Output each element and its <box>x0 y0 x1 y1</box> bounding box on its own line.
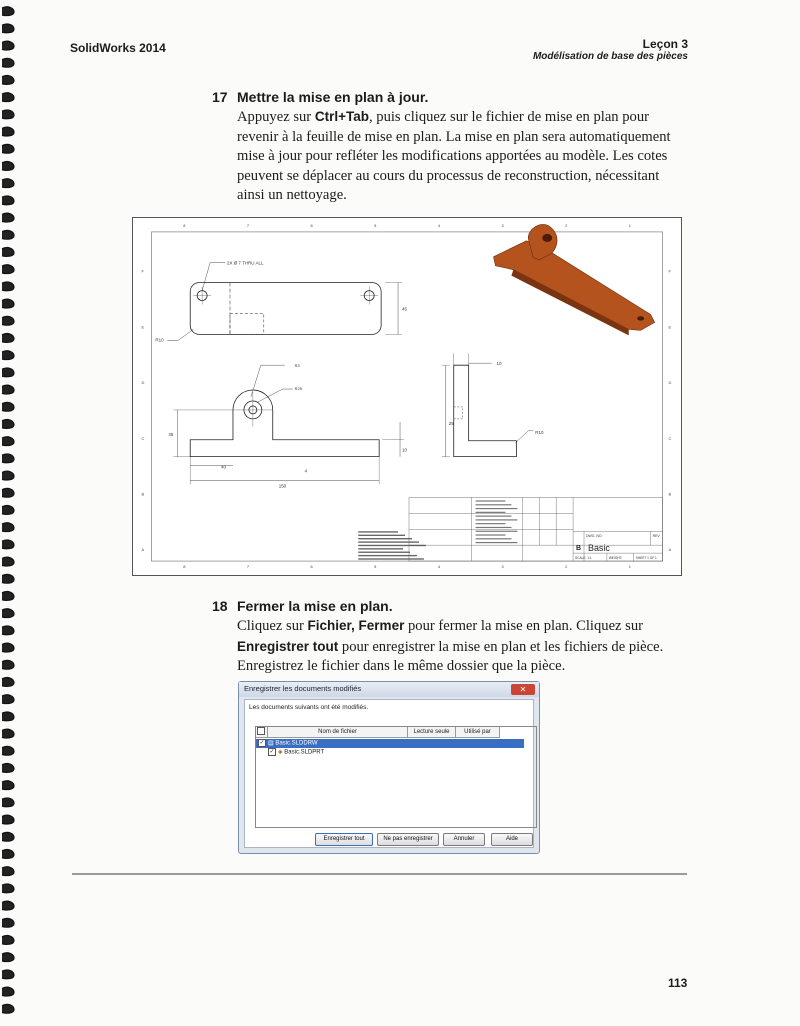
spiral-loop <box>2 712 14 721</box>
drawing-canvas <box>133 218 681 575</box>
header-lesson-subtitle: Modélisation de base des pièces <box>532 51 688 62</box>
step-title: Mettre la mise en plan à jour. <box>237 89 429 105</box>
spiral-loop <box>2 7 14 16</box>
column-header-filename[interactable]: Nom de fichier <box>268 727 408 738</box>
spiral-loop <box>2 334 14 343</box>
spiral-loop <box>2 385 14 394</box>
spiral-loop <box>2 660 14 669</box>
spiral-loop <box>2 24 14 33</box>
title-field-line <box>476 534 506 535</box>
zone-letter: A <box>668 547 672 553</box>
dim-r10: R10 <box>155 337 164 343</box>
spiral-loop <box>2 230 14 239</box>
zone-letter: B <box>141 491 145 497</box>
page-number: 113 <box>668 976 688 990</box>
weight-label: WEIGHT: <box>608 556 623 561</box>
note-line <box>358 538 412 539</box>
spiral-loop <box>2 592 14 601</box>
spiral-loop <box>2 832 14 841</box>
spiral-loop <box>2 936 14 945</box>
spiral-loop <box>2 540 14 549</box>
zone-number: 3 <box>501 564 504 570</box>
note-line <box>358 552 410 553</box>
dim-150: 150 <box>278 483 287 489</box>
isometric-part <box>494 224 655 335</box>
spiral-loop <box>2 729 14 738</box>
spiral-loop <box>2 695 14 704</box>
header-checkbox-icon <box>257 727 265 735</box>
header-chapter <box>533 37 688 62</box>
close-button[interactable]: ✕ <box>511 684 535 695</box>
spiral-loop <box>2 213 14 222</box>
spiral-loop <box>2 110 14 119</box>
spiral-loop <box>2 437 14 446</box>
dim-40: 40 <box>221 464 227 470</box>
rev-label: REV <box>652 534 660 539</box>
spiral-loop <box>2 798 14 807</box>
select-all-checkbox[interactable] <box>256 727 268 738</box>
dwg-no-label: DWG. NO. <box>585 534 603 539</box>
file-checkbox[interactable]: ✓ <box>269 749 275 755</box>
spiral-loop <box>2 506 14 515</box>
spiral-loop <box>2 41 14 50</box>
spiral-loop <box>2 248 14 257</box>
spiral-loop <box>2 1004 14 1013</box>
dim-r10-side: R10 <box>535 429 544 435</box>
front-view <box>173 365 404 484</box>
spiral-loop <box>2 815 14 824</box>
spiral-loop <box>2 574 14 583</box>
header-product: SolidWorks 2014 <box>70 41 166 55</box>
zone-letter: B <box>668 491 672 497</box>
hole-callout: 2X Ø 7 THRU ALL <box>227 260 264 266</box>
zone-number: 7 <box>246 564 250 570</box>
step-number: 17 <box>212 89 228 105</box>
spiral-loop <box>2 196 14 205</box>
title-field-line <box>476 500 506 501</box>
step-body <box>237 107 682 206</box>
file-row-part[interactable] <box>268 748 324 757</box>
zone-number: 6 <box>310 222 313 228</box>
zone-number: 4 <box>437 564 441 570</box>
spiral-loop <box>2 953 14 962</box>
zone-number: 6 <box>310 564 313 570</box>
spiral-loop <box>2 850 14 859</box>
step-18 <box>212 598 682 677</box>
spiral-loop <box>2 557 14 566</box>
header-lesson: Leçon 3 <box>642 37 688 51</box>
spiral-loop <box>2 901 14 910</box>
drawing-sheet <box>132 217 682 576</box>
zone-number: 3 <box>501 222 504 228</box>
dialog-message: Les documents suivants ont été modifiés. <box>249 704 369 711</box>
spiral-loop <box>2 351 14 360</box>
body-text: pour enregistrer la mise en plan et les fichiers de pièce. Enregistrez le fichier dans le même dossier que la pièce. <box>237 638 664 675</box>
zone-number: 5 <box>374 564 377 570</box>
zone-letter: D <box>668 380 672 386</box>
spiral-loop <box>2 299 14 308</box>
body-text: pour fermer la mise en plan. Cliquez sur <box>404 618 644 634</box>
spiral-loop <box>2 764 14 773</box>
top-view <box>167 260 402 341</box>
spiral-loop <box>2 867 14 876</box>
note-line <box>358 541 419 542</box>
zone-number: 1 <box>628 564 631 570</box>
spiral-loop <box>2 918 14 927</box>
spiral-binding <box>0 0 22 1026</box>
zone-number: 2 <box>565 564 568 570</box>
command-text: Fichier, Fermer <box>307 618 405 633</box>
spiral-loop <box>2 471 14 480</box>
dialog-body <box>244 699 534 848</box>
title-block-fields <box>476 500 518 543</box>
zone-letter: F <box>141 268 144 274</box>
dim-4: 4 <box>304 468 308 474</box>
footer-rule <box>72 873 687 875</box>
drawing-file-icon: ▤ <box>268 740 274 747</box>
title-field-line <box>476 527 512 528</box>
file-checkbox[interactable]: ✓ <box>259 740 265 746</box>
spiral-loop <box>2 265 14 274</box>
spiral-loop <box>2 420 14 429</box>
spiral-loop <box>2 678 14 687</box>
note-line <box>358 531 398 532</box>
save-modified-dialog <box>238 681 540 854</box>
zone-number: 2 <box>565 222 568 228</box>
title-field-line <box>476 519 518 520</box>
command-text: Ctrl+Tab <box>314 109 369 124</box>
note-line <box>358 548 403 549</box>
notes-block <box>358 531 426 559</box>
zone-letter: C <box>141 435 145 441</box>
column-header-used-by[interactable]: Utilisé par <box>456 727 500 738</box>
zone-number: 7 <box>246 222 250 228</box>
spiral-loop <box>2 179 14 188</box>
spiral-loop <box>2 884 14 893</box>
scale-label: SCALE: 1:1 <box>575 556 592 561</box>
step-body <box>237 616 682 677</box>
spiral-loop <box>2 643 14 652</box>
spiral-loop <box>2 523 14 532</box>
command-text: Enregistrer tout <box>237 638 339 654</box>
dim-45: 45 <box>402 306 408 312</box>
file-table <box>255 726 537 828</box>
file-name: Basic.SLDDRW <box>275 740 318 747</box>
step-number: 18 <box>212 598 228 614</box>
step-title: Fermer la mise en plan. <box>237 598 393 614</box>
spiral-loop <box>2 162 14 171</box>
dont-save-button[interactable]: Ne pas enregistrer <box>377 833 439 846</box>
dim-r25: R25 <box>294 386 302 392</box>
zone-letter: E <box>141 324 145 330</box>
spiral-loop <box>2 316 14 325</box>
spiral-loop <box>2 987 14 996</box>
zone-letter: C <box>668 435 672 441</box>
part-file-icon: ◈ <box>278 749 283 756</box>
cancel-button[interactable]: Annuler <box>443 833 485 846</box>
zone-number: 5 <box>374 222 377 228</box>
title-field-line <box>476 504 512 505</box>
spiral-loop <box>2 76 14 85</box>
zone-number: 8 <box>183 222 186 228</box>
spiral-loop <box>2 970 14 979</box>
zone-number: 4 <box>437 222 441 228</box>
note-line <box>358 535 405 536</box>
save-all-button[interactable]: Enregistrer tout <box>315 833 373 846</box>
help-button[interactable]: Aide <box>491 833 533 846</box>
spiral-loop <box>2 127 14 136</box>
title-field-line <box>476 516 512 517</box>
spiral-loop <box>2 282 14 291</box>
title-field-line <box>476 523 506 524</box>
title-field-line <box>476 542 518 543</box>
title-field-line <box>476 531 518 532</box>
sheet-label: SHEET 1 OF 1 <box>635 556 657 561</box>
title-field-line <box>476 512 506 513</box>
note-line <box>358 558 424 559</box>
dim-r3: R3 <box>294 363 300 369</box>
spiral-loop <box>2 488 14 497</box>
spiral-loop <box>2 781 14 790</box>
title-block <box>409 497 663 561</box>
dim-10-front: 10 <box>402 447 408 453</box>
sheet-size: B <box>576 545 582 553</box>
body-text: Appuyez sur <box>237 109 315 125</box>
side-view <box>442 353 533 456</box>
dim-25: 25 <box>448 420 454 426</box>
zone-number: 8 <box>183 564 186 570</box>
note-line <box>358 555 417 556</box>
spiral-loop <box>2 746 14 755</box>
zone-letter: D <box>141 380 145 386</box>
zone-letter: A <box>141 547 145 553</box>
spiral-loop <box>2 626 14 635</box>
spiral-loop <box>2 58 14 67</box>
zone-letter: F <box>668 268 671 274</box>
zone-number: 1 <box>628 222 631 228</box>
title-field-line <box>476 538 512 539</box>
spiral-loop <box>2 144 14 153</box>
spiral-loop <box>2 609 14 618</box>
zone-letter: E <box>668 324 672 330</box>
column-header-readonly[interactable]: Lecture seule <box>408 727 456 738</box>
file-row-drawing[interactable] <box>256 739 524 748</box>
spiral-loop <box>2 402 14 411</box>
dialog-title: Enregistrer les documents modifiés <box>239 682 539 697</box>
body-text: Cliquez sur <box>237 618 308 634</box>
step-17 <box>212 89 682 206</box>
spiral-loop <box>2 368 14 377</box>
dim-10-side: 10 <box>496 361 502 367</box>
title-field-line <box>476 508 518 509</box>
part-name: Basic <box>587 543 610 554</box>
spiral-loop <box>2 93 14 102</box>
file-name: Basic.SLDPRT <box>284 749 325 756</box>
spiral-loop <box>2 454 14 463</box>
body-text: , puis cliquez sur le fichier de mise en plan pour revenir à la feuille de mise en plan. La mise en plan sera automatiquement mise à jour pour refléter les modifications apportées au modèle. Les cotes peuvent se déplacer au cours du processus de reconstruction, nécessitant ainsi un nettoyage. <box>237 109 671 204</box>
dim-35: 35 <box>168 431 174 437</box>
